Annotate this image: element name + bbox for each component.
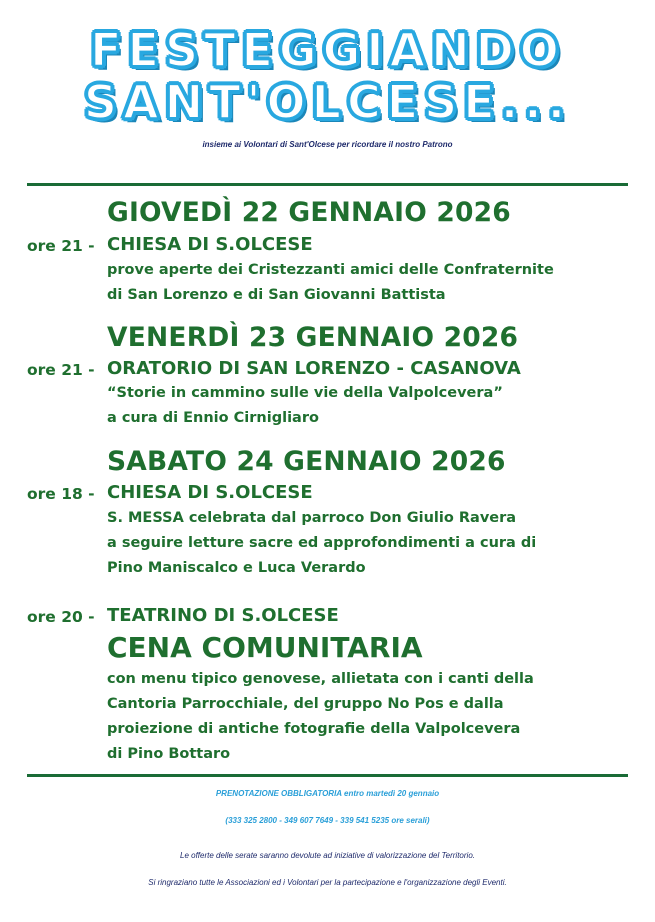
poster-title-line2: SANT'OLCESE... (83, 75, 572, 129)
event-2-day: VENERDÌ 23 GENNAIO 2026 (107, 322, 519, 353)
booking-line1 (0, 789, 655, 798)
event-3-day: SABATO 24 GENNAIO 2026 (107, 446, 506, 477)
event-3-time: ore 18 - (27, 485, 95, 503)
event-3-desc-line3: Pino Maniscalco e Luca Verardo (107, 560, 366, 576)
top-divider (27, 183, 628, 186)
event-4-time: ore 20 - (27, 608, 95, 626)
event-4-desc-line2: Cantoria Parrocchiale, del gruppo No Pos e dalla (107, 696, 504, 712)
event-1-place: CHIESA DI S.OLCESE (107, 234, 313, 255)
booking-phones: (333 325 2800 - 349 607 7649 - 339 541 5235 ore serali) (225, 816, 430, 825)
event-1-time: ore 21 - (27, 237, 95, 255)
event-1-day: GIOVEDÌ 22 GENNAIO 2026 (107, 197, 511, 228)
event-1-desc-line1: prove aperte dei Cristezzanti amici delle Confraternite (107, 262, 554, 278)
poster-title-line1: FESTEGGIANDO (90, 23, 565, 77)
booking-required: PRENOTAZIONE OBBLIGATORIA (215, 789, 342, 798)
footer-thanks: Si ringraziano tutte le Associazioni ed i Volontari per la partecipazione e l'organizzazione degli Eventi. (148, 878, 507, 887)
footer-offers: Le offerte delle serate saranno devolute ad iniziative di valorizzazione del Territorio. (180, 851, 475, 860)
event-2-desc-line1: “Storie in cammino sulle vie della Valpolcevera” (107, 385, 503, 401)
bottom-divider (27, 774, 628, 777)
event-3-place: CHIESA DI S.OLCESE (107, 482, 313, 503)
booking-deadline: entro martedì 20 gennaio (341, 789, 440, 798)
event-1-desc-line2: di San Lorenzo e di San Giovanni Battista (107, 287, 446, 303)
event-4-highlight: CENA COMUNITARIA (107, 631, 423, 664)
event-4-desc-line3: proiezione di antiche fotografie della Valpolcevera (107, 721, 521, 737)
event-4-place: TEATRINO DI S.OLCESE (107, 605, 339, 626)
event-3-desc-line2: a seguire letture sacre ed approfondimenti a cura di (107, 535, 537, 551)
event-3-desc-line1: S. MESSA celebrata dal parroco Don Giulio Ravera (107, 510, 517, 526)
event-4-desc-line4: di Pino Bottaro (107, 746, 231, 762)
event-2-time: ore 21 - (27, 361, 95, 379)
event-2-place: ORATORIO DI SAN LORENZO - CASANOVA (107, 358, 521, 379)
poster-subtitle: insieme ai Volontari di Sant'Olcese per ricordare il nostro Patrono (202, 140, 453, 149)
event-2-desc-line2: a cura di Ennio Cirnigliaro (107, 410, 319, 426)
event-4-desc-line1: con menu tipico genovese, allietata con i canti della (107, 671, 534, 687)
